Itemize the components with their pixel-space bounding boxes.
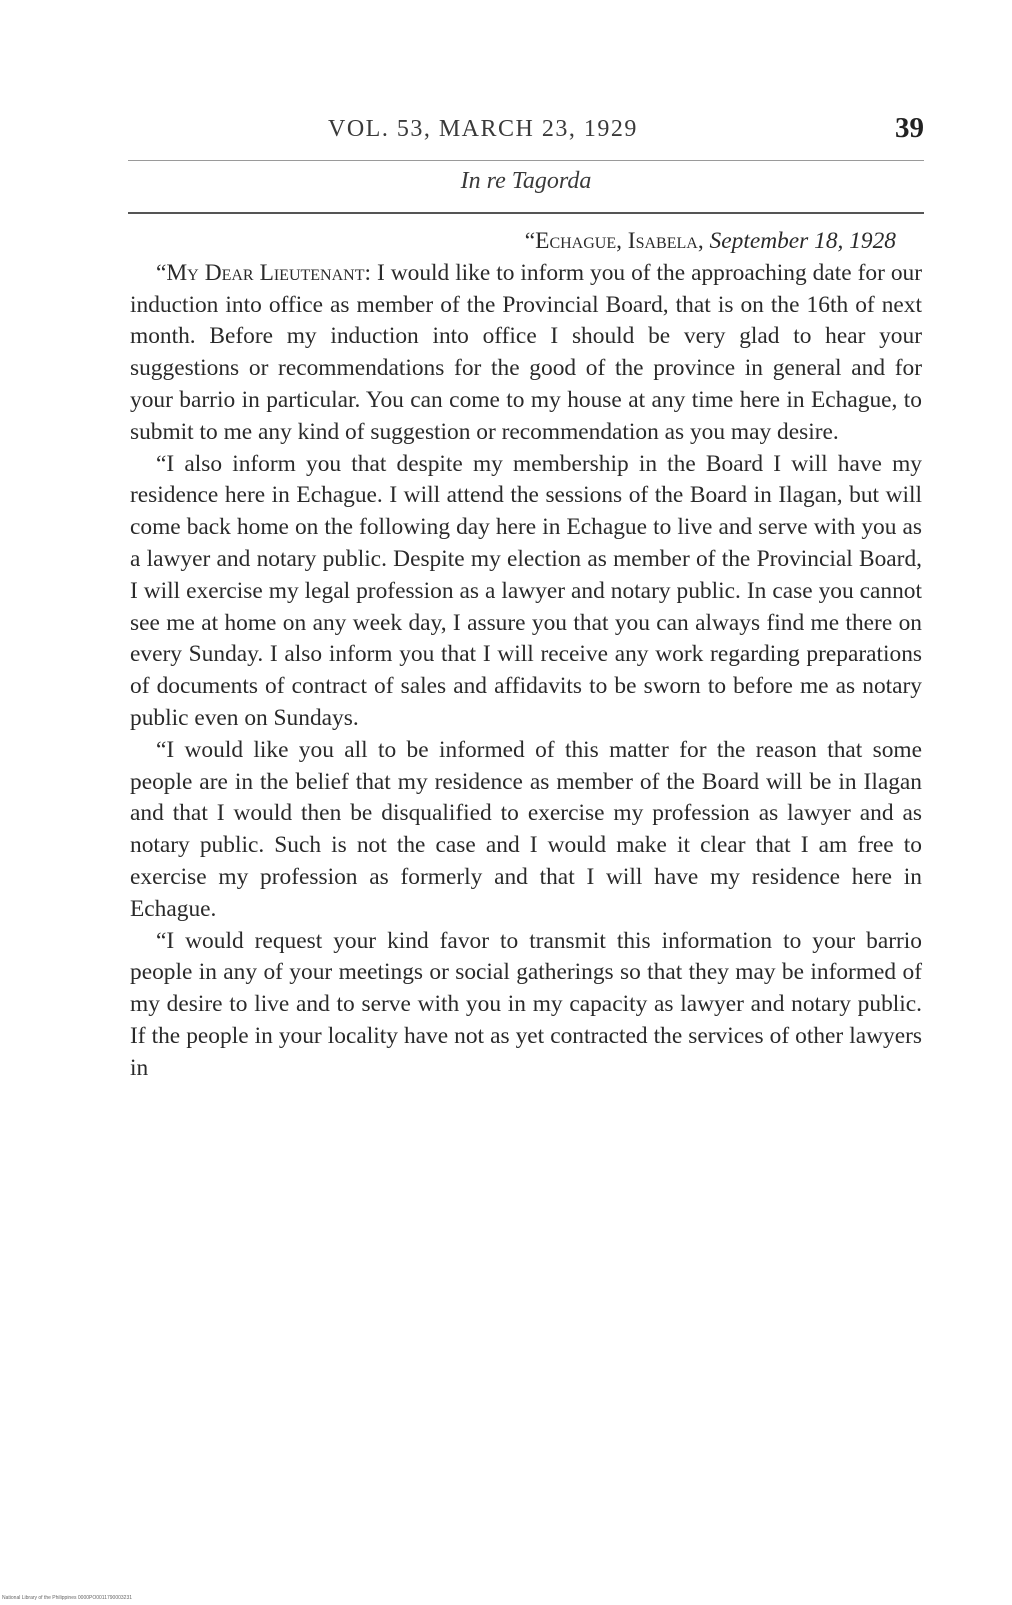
letter-body (130, 226, 922, 1085)
page-header (128, 112, 924, 152)
dateline-date: September 18, 1928 (709, 228, 896, 254)
paragraph-4: “I would request your kind favor to transmit this information to your barrio people in any of your meetings or social gatherings so that they may be informed of my desire to live and to serve with you in my capacity as lawyer and notary public. If the people in your locality have not as yet contracted the services of other lawyers in (130, 927, 922, 1081)
case-title: In re Tagorda (460, 168, 592, 194)
letter-dateline (130, 226, 922, 258)
dateline-place: “Echague, Isabela, (524, 228, 704, 254)
scan-credit: National Library of the Philippines 0000PO0011790003231 (2, 1595, 133, 1601)
header-rule (128, 160, 924, 161)
page-number: 39 (895, 112, 924, 144)
paragraph-3: “I would like you all to be informed of this matter for the reason that some people are in the belief that my residence as member of the Board will be in Ilagan and that I would then be disqualified to exercise my profession as lawyer and as notary public. Such is not the case and I would make it clear that I am free to exercise my profession as formerly and that I will have my residence here in Echague. (130, 736, 922, 922)
title-rule (128, 212, 924, 214)
paragraph-1-text: I would like to inform you of the approaching date for our induction into office as member of the Provincial Board, that is on the 16th of next month. Before my induction into office I should be very glad to hear your suggestions or recommendations for the good of the province in general and for your barrio in particular. You can come to my house at any time here in Echague, to submit to me any kind of suggestion or recommendation as you may desire. (130, 259, 923, 445)
paragraph-2: “I also inform you that despite my membership in the Board I will have my residence here in Echague. I will attend the sessions of the Board in Ilagan, but will come back home on the following day here in Echague to live and serve with you as a lawyer and notary public. Despite my election as member of the Provincial Board, I will exercise my legal profession as a lawyer and notary public. In case you cannot see me at home on any week day, I assure you that you can always find me there on every Sunday. I also inform you that I will receive any work regarding preparations of documents of contract of sales and affidavits to be sworn to before me as notary public even on Sundays. (130, 450, 922, 731)
paragraph-1 (130, 258, 922, 449)
letter-salutation: “My Dear Lieutenant: (156, 259, 371, 286)
running-title: VOL. 53, MARCH 23, 1929 (328, 116, 638, 142)
